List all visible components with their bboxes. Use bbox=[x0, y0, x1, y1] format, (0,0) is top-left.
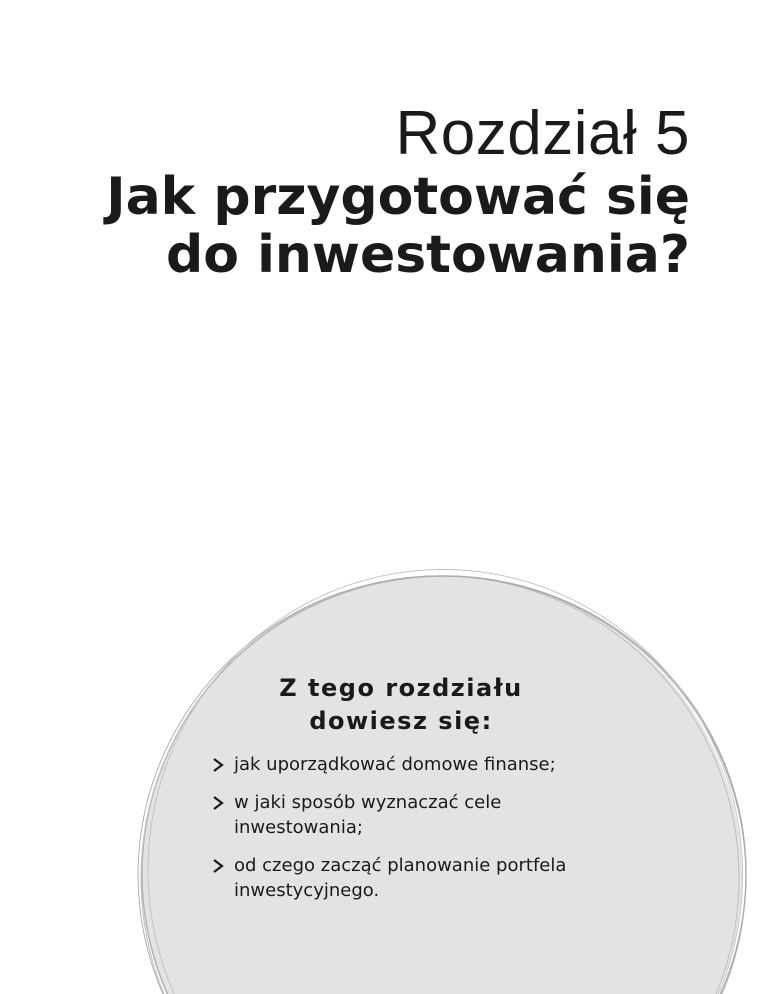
summary-list bbox=[210, 752, 630, 916]
list-item bbox=[210, 790, 630, 840]
summary-heading-line-2: dowiesz się: bbox=[309, 707, 493, 735]
list-item-text: jak uporządkować domowe finanse; bbox=[234, 754, 556, 775]
chevron-right-icon bbox=[212, 859, 224, 873]
list-item-text: w jaki sposób wyznaczać cele inwestowania; bbox=[234, 792, 502, 838]
list-item bbox=[210, 752, 630, 777]
chevron-right-icon bbox=[212, 758, 224, 772]
chevron-right-icon bbox=[212, 796, 224, 810]
chapter-title-line-1: Jak przygotować się bbox=[106, 167, 690, 227]
list-item bbox=[210, 853, 630, 903]
list-item-text: od czego zacząć planowanie portfela inwestycyjnego. bbox=[234, 855, 567, 901]
summary-heading-line-1: Z tego rozdziału bbox=[279, 674, 523, 702]
chapter-number: Rozdział 5 bbox=[395, 99, 690, 168]
summary-heading bbox=[196, 672, 606, 738]
chapter-title-line-2: do inwestowania? bbox=[166, 225, 690, 285]
chapter-title bbox=[106, 168, 690, 284]
